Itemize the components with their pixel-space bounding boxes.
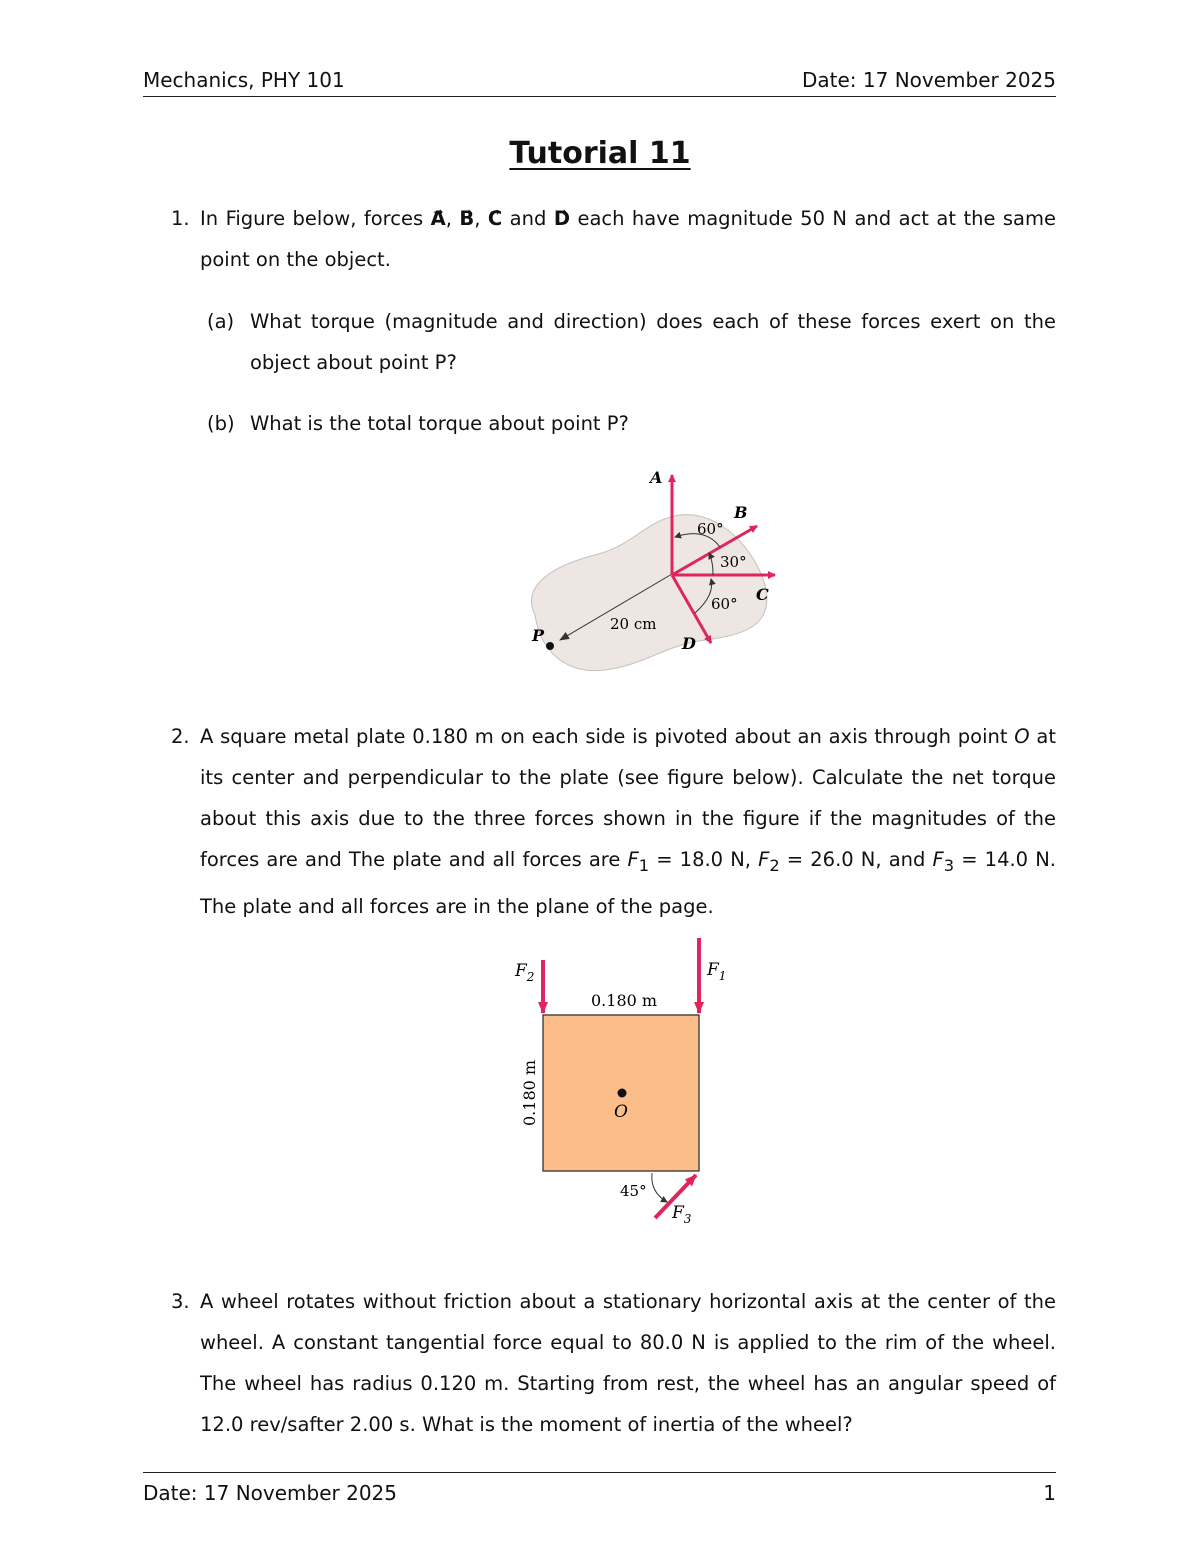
point-o: [618, 1089, 627, 1098]
header-course: Mechanics, PHY 101: [143, 68, 345, 92]
q2-text: A square metal plate 0.180 m on each side is pivoted about an axis through point O at its center and perpendicular to the plate (see figure below). Calculate the net torque about this axis due to the three forces shown in the figure if the magnitudes of the forces are and The plate and all forces are $F_1 = 18.0$ N, $F_2 = 26.0$ N, and $F_3 = 14.0$ N. The plate and all forces are in the plane of the page.: [200, 725, 1056, 918]
q1-part-a-label: (a): [207, 310, 235, 333]
angle-45: 45°: [620, 1182, 647, 1200]
page-footer: [143, 1472, 1056, 1503]
q1-part-a-text: What torque (magnitude and direction) does each of these forces exert on the object about point P?: [250, 310, 1056, 374]
q2-number: 2.: [171, 725, 190, 748]
angle-arc: [652, 1173, 667, 1202]
vector-d: → D: [554, 207, 570, 230]
label-f1: $F_1$: [707, 960, 727, 983]
figure-forces-on-object: [515, 465, 790, 680]
label-o: O: [614, 1102, 628, 1122]
label-c: C: [756, 585, 769, 604]
q1-part-b-text: What is the total torque about point P?: [250, 412, 629, 435]
label-a: A: [650, 468, 663, 487]
side-dimension: 0.180 m: [520, 1059, 539, 1126]
q1-text: In Figure below, forces → A, → B, → C and → D each have magnitude 50 N and act at the same point on the object.: [200, 198, 1056, 280]
vector-a: → A: [431, 207, 446, 230]
label-b: B: [734, 503, 748, 522]
header-date: Date: 17 November 2025: [801, 68, 1056, 92]
page-header: [143, 66, 1056, 97]
top-dimension: 0.180 m: [591, 991, 658, 1010]
label-f3: $F_3$: [672, 1203, 692, 1226]
label-f2: $F_2$: [515, 961, 535, 984]
footer-date: Date: 17 November 2025: [143, 1481, 398, 1505]
angle-bc: 30°: [720, 553, 747, 571]
q3-number: 3.: [171, 1290, 190, 1313]
point-p: [546, 642, 554, 650]
label-distance: 20 cm: [610, 615, 657, 633]
angle-ab: 60°: [697, 520, 724, 538]
figure-square-plate: [505, 930, 755, 1230]
label-p: P: [532, 626, 545, 645]
object-body: [531, 515, 766, 671]
vector-b: → B: [459, 207, 474, 230]
vector-c: → C: [488, 207, 502, 230]
q1-part-b-label: (b): [207, 412, 235, 435]
page-title: Tutorial 11: [509, 136, 691, 171]
q3-text: A wheel rotates without friction about a stationary horizontal axis at the center of the wheel. A constant tangential force equal to 80.0 N is applied to the rim of the wheel. The wheel has radius 0.120 m. Starting from rest, the wheel has an angular speed of 12.0 rev/safter 2.00 s. What is the moment of inertia of the wheel?: [200, 1290, 1056, 1436]
page-number: 1: [1043, 1481, 1056, 1505]
label-d: D: [682, 634, 696, 653]
angle-cd: 60°: [711, 595, 738, 613]
q1-number: 1.: [171, 207, 190, 230]
